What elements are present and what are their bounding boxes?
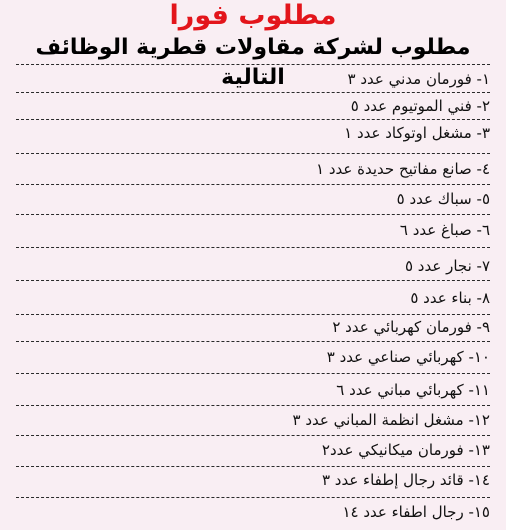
divider [16,373,490,374]
job-item: ٣- مشغل اوتوكاد عدد ١ [344,124,490,142]
divider [16,153,490,154]
divider [16,214,490,215]
job-item: ١٥- رجال اطفاء عدد ١٤ [342,503,490,521]
job-item: ٩- فورمان كهربائي عدد ٢ [332,318,490,336]
job-item: ١٤- قائد رجال إطفاء عدد ٣ [321,471,490,489]
job-item: ٤- صانع مفاتيح حديدة عدد ١ [316,160,490,178]
divider [16,435,490,436]
divider [16,64,490,65]
job-item: ١- فورمان مدني عدد ٣ [347,70,490,88]
divider [16,405,490,406]
job-item: ٧- نجار عدد ٥ [404,257,490,275]
job-item: ١١- كهربائي مباني عدد ٦ [336,381,490,399]
job-item: ١٢- مشغل انظمة المباني عدد ٣ [292,411,490,429]
job-item: ١٣- فورمان ميكانيكي عدد٢ [321,441,490,459]
headline: مطلوب فورا [169,0,337,31]
divider [16,497,490,498]
divider [16,184,490,185]
divider [16,247,490,248]
divider [16,341,490,342]
job-item: ٥- سباك عدد ٥ [396,190,490,208]
job-item: ٦- صباغ عدد ٦ [399,221,490,239]
divider [16,280,490,281]
job-item: ١٠- كهربائي صناعي عدد ٣ [326,348,490,366]
job-item: ٢- فني الموتيوم عدد ٥ [350,97,490,115]
job-item: ٨- بناء عدد ٥ [410,289,490,307]
subheadline: مطلوب لشركة مقاولات قطرية الوظائف التالية [35,35,471,90]
